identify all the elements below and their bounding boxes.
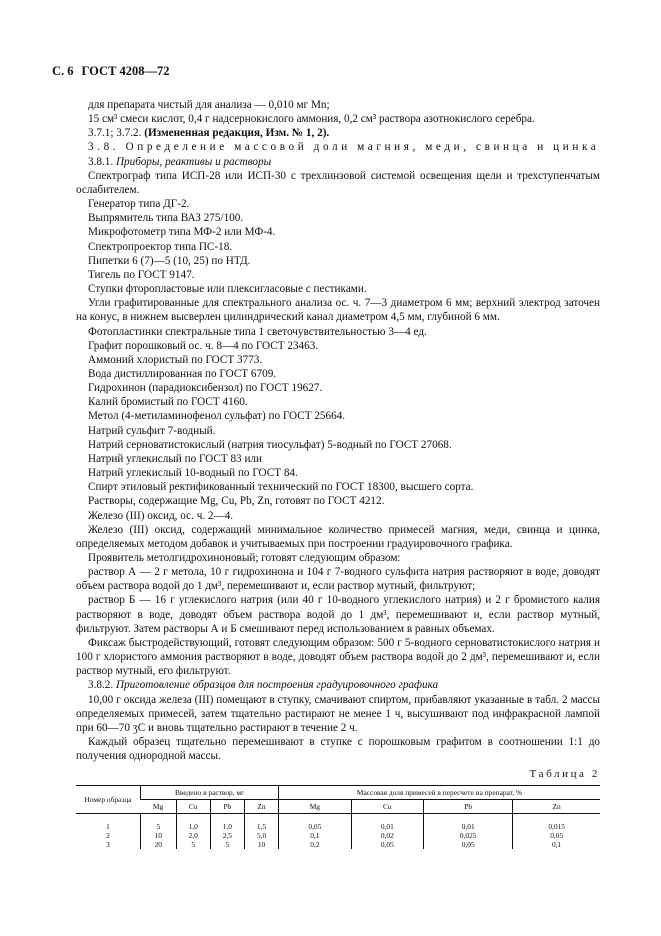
table-cell: 0,01	[424, 822, 513, 831]
list-item: Вода дистиллированная по ГОСТ 6709.	[88, 367, 277, 380]
page-header	[52, 64, 170, 79]
subsection-title: Приборы, реактивы и растворы	[115, 155, 272, 168]
table-cell: 5,0	[244, 831, 278, 840]
header-element: Mg	[279, 799, 351, 813]
table-cell: 0,1	[279, 831, 351, 840]
page-number: С. 6	[52, 64, 74, 78]
paragraph: 10,00 г оксида железа (III) помещают в ступку, смачивают спиртом, прибавляют указанные в табл. 2 массы определяемых примесей, затем тщательно растирают не менее 1 ч, высушивают под инфракрасной лампой при 60—70 ʒC и вновь тщательно растирают в течение 2 ч.	[76, 693, 600, 734]
standard-number: ГОСТ 4208—72	[81, 64, 170, 78]
list-item: Тигель по ГОСТ 9147.	[88, 268, 195, 281]
table-spacer-row	[76, 813, 600, 822]
list-item: Калий бромистый по ГОСТ 4160.	[88, 396, 248, 409]
paragraph: Каждый образец тщательно перемешивают в ступке с порошковым графитом в соотношении 1:1 до получения однородной массы.	[76, 736, 600, 763]
table-cell: 3	[106, 839, 110, 849]
subsection-title: Приготовление образцов для построения градуировочного графика	[115, 679, 439, 692]
paragraph: Фиксаж быстродействующий, готовят следующим образом: 500 г 5-водного серноватистокислого натрия и 100 г хлористого аммония растворяют в воде, доводят объем раствора водой до 2 дм³, перемешивают и, если раствор мутный, его фильтруют.	[76, 636, 600, 678]
header-element: Cu	[351, 799, 423, 813]
subsection-heading	[76, 678, 600, 692]
table-cell: 5	[141, 822, 177, 831]
list-item: Натрий углекислый 10-водный по ГОСТ 84.	[88, 467, 298, 480]
table-cell: 2,0	[176, 831, 210, 840]
table-cell: 2	[106, 830, 110, 840]
table-cell: 0,05	[513, 831, 600, 840]
subsection-heading	[76, 155, 600, 169]
table-cell: 2,5	[210, 831, 244, 840]
list-item: Растворы, содержащие Mg, Cu, Pb, Zn, готовят по ГОСТ 4212.	[88, 495, 385, 508]
paragraph: для препарата чистый для анализа — 0,010 мг Mn;	[88, 99, 330, 111]
table-cell: 1,0	[176, 822, 210, 831]
table-cell: 1,5	[244, 822, 278, 831]
header-element: Cu	[176, 799, 210, 813]
table-cell: 0,01	[351, 822, 423, 831]
clause-number: 3.8.1.	[88, 155, 116, 168]
list-item: Натрий сульфит 7-водный.	[88, 424, 216, 437]
header-element: Pb	[210, 799, 244, 813]
clause-ref: 3.7.1; 3.7.2.	[88, 127, 145, 140]
list-item: Генератор типа ДГ-2.	[88, 198, 190, 211]
table-cell: 5	[176, 840, 210, 849]
table-cell: 0,025	[424, 831, 513, 840]
table-row	[76, 840, 600, 849]
table-cell: 0,1	[513, 840, 600, 849]
table-row	[76, 822, 600, 831]
list-item: Железо (III) оксид, ос. ч. 2—4.	[88, 509, 234, 522]
list-item: Графит порошковый ос. ч. 8—4 по ГОСТ 23463.	[88, 339, 319, 352]
table-cell: 0,05	[279, 822, 351, 831]
table-cell: 5	[210, 840, 244, 849]
table-row	[76, 831, 600, 840]
header-element: Pb	[424, 799, 513, 813]
list-item: Фотопластинки спектральные типа 1 светочувствительностью 3—4 ед.	[88, 325, 427, 338]
paragraph: Спектрограф типа ИСП-28 или ИСП-30 с трехлинзовой системой освещения щели и трехступенчатым ослабителем.	[76, 169, 600, 196]
table-cell: 10	[244, 840, 278, 849]
list-item: Спектропроектор типа ПС-18.	[88, 240, 233, 253]
paragraph: Угли графитированные для спектрального анализа ос. ч. 7—3 диаметром 6 мм; верхний электрод заточен на конус, в нижнем высверлен цилиндрический канал диаметром 4,5 мм, глубиной 6 мм.	[76, 297, 600, 324]
list-item: Натрий углекислый по ГОСТ 83 или	[88, 452, 262, 465]
list-item: Микрофотометр типа МФ-2 или МФ-4.	[88, 226, 276, 239]
list-item: Выпрямитель типа ВАЗ 275/100.	[88, 212, 244, 225]
paragraph: Железо (III) оксид, содержащий минимальное количество примесей магния, меди, свинца и цинка, определяемых методом добавок и учитываемых при построении градуировочного графика.	[76, 523, 600, 550]
header-element: Mg	[141, 799, 177, 813]
paragraph: раствор Б — 16 г углекислого натрия (или 40 г 10-водного углекислого натрия) и 2 г бромистого калия растворяют в воде, доводят объем раствора водой до 1 дм³, перемешивают и, если раствор мутный, фильтруют. Затем растворы А и Б смешивают перед использованием в равных объемах.	[76, 594, 600, 635]
table-cell: 0,05	[351, 840, 423, 849]
table-cell: 0,05	[424, 840, 513, 849]
header-mass-fraction: Массовая доля примесей в пересчете на препарат, %	[279, 785, 600, 799]
document-body	[76, 98, 600, 849]
list-item: Гидрохинон (парадиоксибензол) по ГОСТ 19627.	[88, 382, 323, 395]
header-sample-number: Номер образца	[76, 785, 141, 813]
table-cell: 20	[141, 840, 177, 849]
table-cell: 0,02	[351, 831, 423, 840]
list-item: Натрий серноватистокислый (натрия тиосульфат) 5-водный по ГОСТ 27068.	[88, 438, 452, 451]
header-element: Zn	[244, 799, 278, 813]
paragraph: раствор А — 2 г метола, 10 г гидрохинона и 104 г 7-водного сульфита натрия растворяют в воде, доводят объем раствора водой до 1 дм³, перемешивают и, если раствор мутный, фильтруют;	[76, 566, 600, 593]
list-item: Ступки фторопластовые или плексигласовые с пестиками.	[88, 283, 367, 296]
list-item: Пипетки 6 (7)—5 (10, 25) по НТД.	[88, 254, 251, 267]
table-header-row	[76, 785, 600, 799]
table-caption: Таблица 2	[529, 768, 600, 781]
table-cell: 0,015	[513, 822, 600, 831]
header-added-to-solution: Введено в раствор, мг	[141, 785, 279, 799]
section-heading: 3.8. Определение массовой доли магния, меди, свинца и цинка	[88, 141, 600, 154]
paragraph: Проявитель метолгидрохиноновый; готовят следующим образом:	[88, 552, 401, 564]
amendment-note	[76, 126, 600, 140]
table-cell: 1,0	[210, 822, 244, 831]
list-item: Спирт этиловый ректификованный технический по ГОСТ 18300, высшего сорта.	[88, 481, 474, 494]
calibration-table	[76, 785, 600, 849]
table-subheader-row	[76, 799, 600, 813]
header-element: Zn	[513, 799, 600, 813]
table-cell: 1	[106, 821, 110, 831]
table-cell: 10	[141, 831, 177, 840]
amendment-text: (Измененная редакция, Изм. № 1, 2).	[144, 127, 330, 140]
list-item: Аммоний хлористый по ГОСТ 3773.	[88, 353, 263, 366]
table-cell: 0,2	[279, 840, 351, 849]
list-item: Метол (4-метиламинофенол сульфат) по ГОСТ 25664.	[88, 410, 346, 423]
paragraph: 15 см³ смеси кислот, 0,4 г надсернокислого аммония, 0,2 см³ раствора азотнокислого серебра.	[88, 113, 535, 126]
clause-number: 3.8.2.	[88, 679, 116, 692]
